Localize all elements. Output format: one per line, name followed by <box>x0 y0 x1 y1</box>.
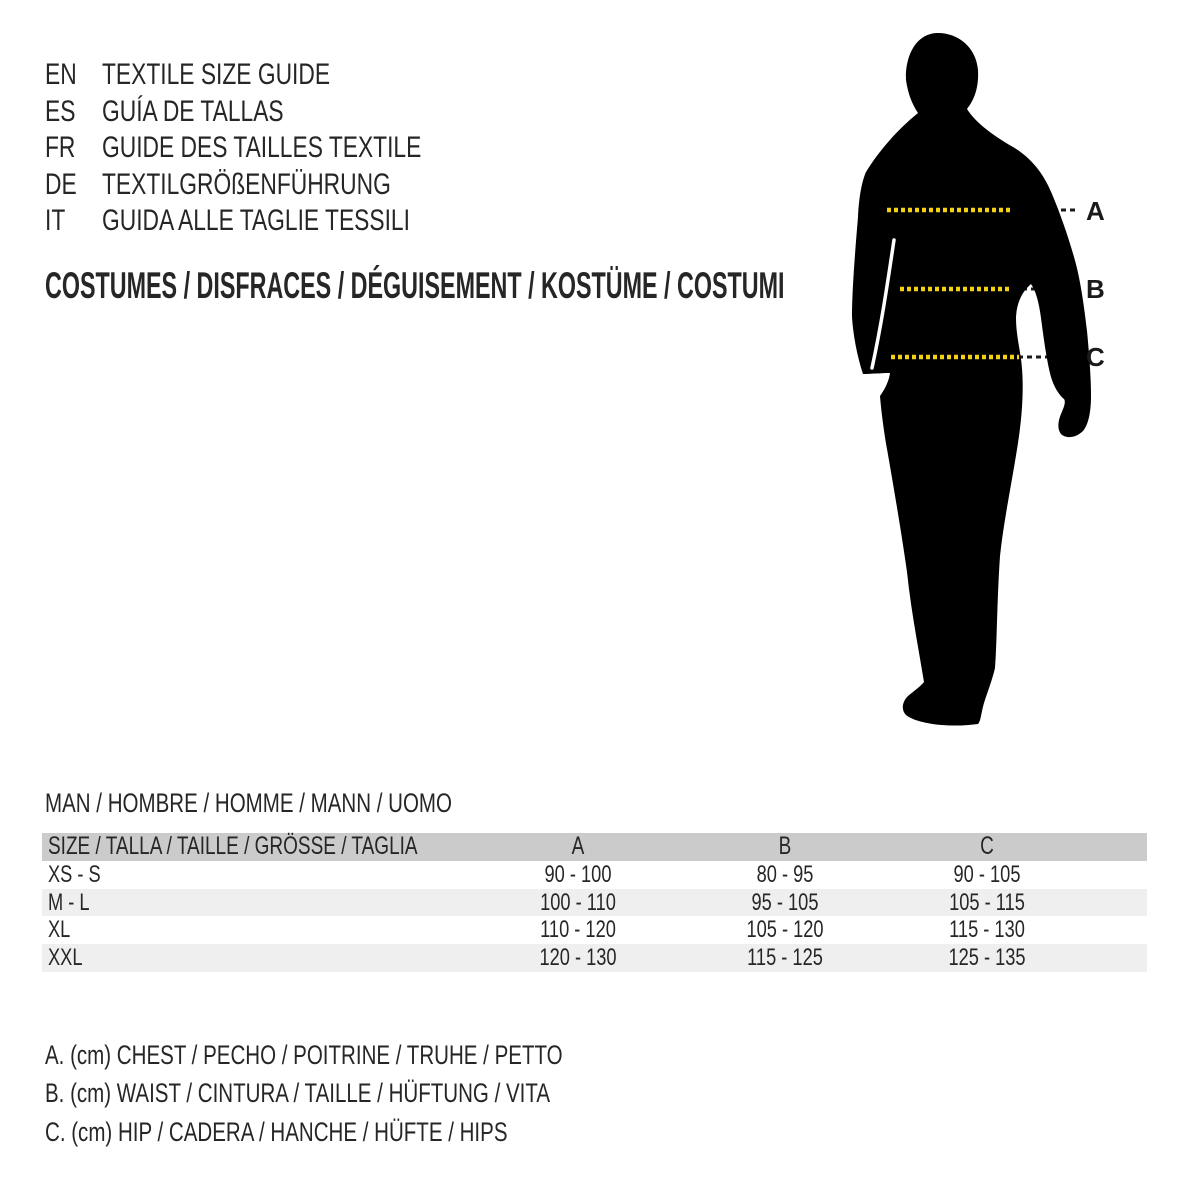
value-cell-b: 95 - 105 <box>751 888 819 916</box>
language-guide-list <box>45 57 522 240</box>
man-silhouette <box>852 33 1091 726</box>
value-cell-a: 110 - 120 <box>540 916 616 944</box>
table-header-size: SIZE / TALLA / TAILLE / GRÖSSE / TAGLIA <box>48 832 418 860</box>
language-row-en <box>45 57 522 94</box>
language-code: IT <box>45 204 66 237</box>
value-cell-c: 115 - 130 <box>949 916 1025 944</box>
value-cell-b: 80 - 95 <box>756 860 814 888</box>
language-label: GUÍA DE TALLAS <box>102 94 284 128</box>
table-header-col-c: C <box>980 832 994 860</box>
language-code: EN <box>45 58 77 91</box>
legend-hip: C. (cm) HIP / CADERA / HANCHE / HÜFTE / HIPS <box>45 1116 508 1147</box>
language-label: GUIDA ALLE TAGLIE TESSILI <box>102 204 410 237</box>
language-row-es <box>45 94 522 131</box>
section-title: MAN / HOMBRE / HOMME / MANN / UOMO <box>45 788 452 818</box>
legend-chest: A. (cm) CHEST / PECHO / POITRINE / TRUHE / PETTO <box>45 1040 563 1070</box>
value-cell-a: 120 - 130 <box>539 944 617 972</box>
table-header-col-b: B <box>778 832 792 860</box>
language-label: TEXTILE SIZE GUIDE <box>102 58 331 91</box>
value-cell-b: 115 - 125 <box>747 944 823 972</box>
table-row <box>42 889 1147 917</box>
language-code: DE <box>45 167 77 201</box>
size-cell: M - L <box>48 888 90 916</box>
value-cell-a: 100 - 110 <box>540 888 616 916</box>
table-row <box>42 861 1147 889</box>
size-figure <box>840 25 1110 740</box>
marker-label-c: C <box>1086 342 1105 372</box>
value-cell-c: 105 - 115 <box>949 888 1025 916</box>
legend-waist: B. (cm) WAIST / CINTURA / TAILLE / HÜFTUNG / VITA <box>45 1078 551 1109</box>
size-cell: XXL <box>48 944 83 972</box>
table-header-col-a: A <box>571 832 585 860</box>
language-label: TEXTILGRÖßENFÜHRUNG <box>102 167 391 201</box>
language-label: GUIDE DES TAILLES TEXTILE <box>102 131 422 164</box>
marker-label-b: B <box>1086 274 1105 304</box>
size-cell: XL <box>48 916 71 944</box>
size-table <box>42 833 1147 972</box>
marker-label-a: A <box>1086 196 1105 226</box>
value-cell-c: 90 - 105 <box>953 860 1021 888</box>
language-row-fr <box>45 130 522 167</box>
language-code: FR <box>45 131 76 164</box>
size-cell: XS - S <box>48 860 101 888</box>
value-cell-b: 105 - 120 <box>746 916 824 944</box>
measurement-legend <box>45 1036 726 1151</box>
category-heading: COSTUMES / DISFRACES / DÉGUISEMENT / KOSTÜME / COSTUMI <box>45 265 785 306</box>
value-cell-c: 125 - 135 <box>948 944 1026 972</box>
value-cell-a: 90 - 100 <box>544 860 612 888</box>
language-row-de <box>45 167 522 204</box>
table-header-row <box>42 833 1147 861</box>
language-row-it <box>45 203 522 240</box>
language-code: ES <box>45 94 76 128</box>
table-row <box>42 944 1147 972</box>
table-row <box>42 916 1147 944</box>
